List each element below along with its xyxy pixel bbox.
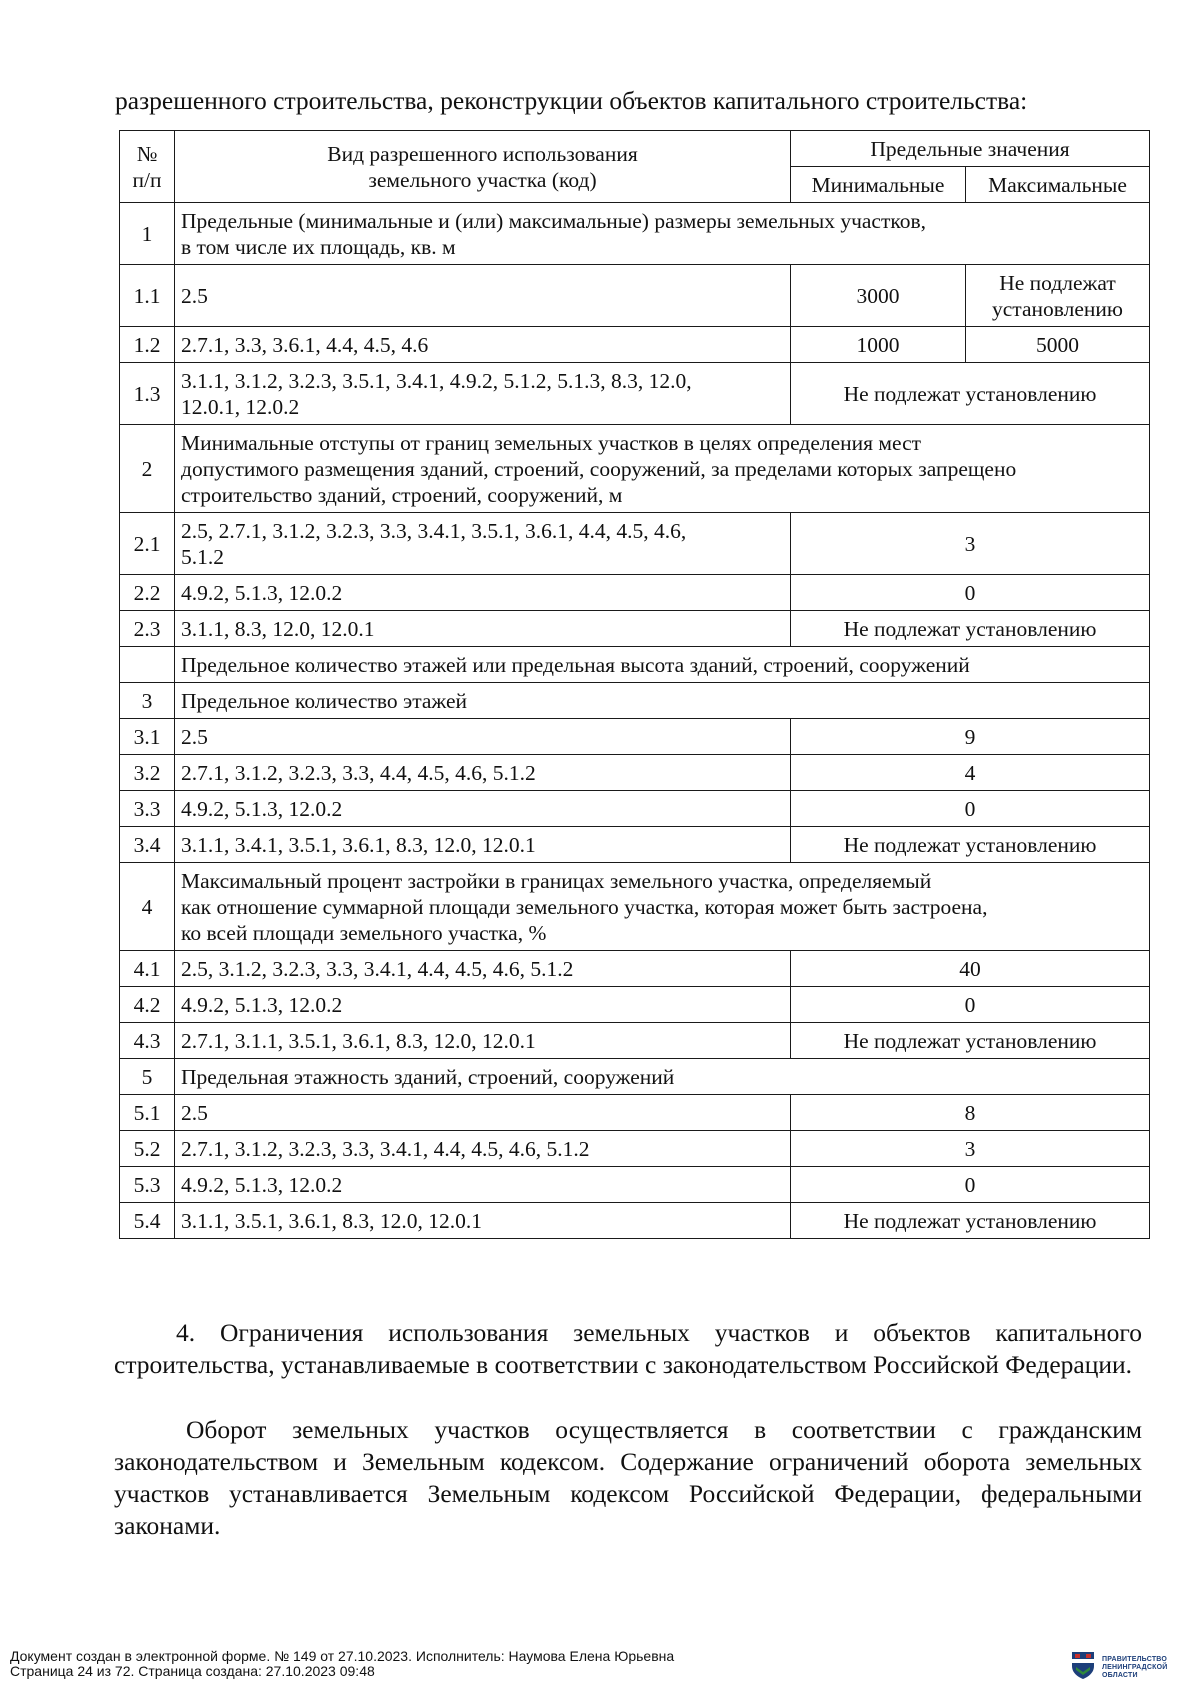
- logo-line-3: ОБЛАСТИ: [1102, 1671, 1138, 1679]
- table-row: [120, 425, 1150, 513]
- header-use-text: Вид разрешенного использования земельного участка (код): [327, 141, 638, 192]
- row-number: 2.1: [120, 513, 175, 575]
- table-row: [120, 1059, 1150, 1095]
- row-number: 5.1: [120, 1095, 175, 1131]
- row-number: 2: [120, 425, 175, 513]
- land-use-codes: 2.7.1, 3.1.2, 3.2.3, 3.3, 3.4.1, 4.4, 4.5, 4.6, 5.1.2: [175, 1131, 791, 1167]
- row-number: 5.2: [120, 1131, 175, 1167]
- limit-value: 3: [791, 1131, 1150, 1167]
- limit-value: 40: [791, 951, 1150, 987]
- table-row: [120, 1131, 1150, 1167]
- logo-line-1: ПРАВИТЕЛЬСТВО: [1102, 1655, 1168, 1663]
- table-row: [120, 791, 1150, 827]
- limit-value: Не подлежат установлению: [791, 611, 1150, 647]
- land-use-codes: 3.1.1, 3.4.1, 3.5.1, 3.6.1, 8.3, 12.0, 12.0.1: [175, 827, 791, 863]
- table-row: [120, 1203, 1150, 1239]
- land-use-codes: 3.1.1, 3.5.1, 3.6.1, 8.3, 12.0, 12.0.1: [175, 1203, 791, 1239]
- limit-value: Не подлежат установлению: [791, 1203, 1150, 1239]
- paragraph-restrictions: 4. Ограничения использования земельных участков и объектов капитального строительства, устанавливаемые в соответствии с законодательством Российской Федерации.: [114, 1318, 1142, 1379]
- row-number: 1: [120, 203, 175, 265]
- table-row: [120, 647, 1150, 683]
- land-use-codes: 2.5: [175, 719, 791, 755]
- land-use-codes: 4.9.2, 5.1.3, 12.0.2: [175, 987, 791, 1023]
- paragraph-circulation: Оборот земельных участков осуществляется в соответствии с гражданским законодательством и Земельным кодексом. Содержание ограничений оборота земельных участков устанавливается Земельным кодексом Российской Федерации, федеральными законами.: [114, 1415, 1142, 1540]
- limit-value: Не подлежат установлению: [791, 827, 1150, 863]
- max-value: Не подлежат установлению: [966, 265, 1150, 327]
- section-title: Минимальные отступы от границ земельных участков в целях определения мест допустимого размещения зданий, строений, сооружений, за пределами которых запрещено строительство зданий, строений, сооружений, м: [175, 425, 1150, 513]
- table-row: [120, 1095, 1150, 1131]
- header-num-text: № п/п: [132, 141, 162, 192]
- table-body: [120, 203, 1150, 1239]
- row-number: 3.3: [120, 791, 175, 827]
- table-row: [120, 265, 1150, 327]
- table-row: [120, 363, 1150, 425]
- row-number: 3: [120, 683, 175, 719]
- header-max: Максимальные: [966, 167, 1150, 203]
- regulations-table: [119, 130, 1150, 1239]
- logo-line-2: ЛЕНИНГРАДСКОЙ: [1102, 1663, 1168, 1671]
- header-min: Минимальные: [791, 167, 966, 203]
- land-use-codes: 2.7.1, 3.1.1, 3.5.1, 3.6.1, 8.3, 12.0, 12.0.1: [175, 1023, 791, 1059]
- row-number: 2.2: [120, 575, 175, 611]
- coat-of-arms-icon: [1070, 1650, 1096, 1685]
- section-title: Предельная этажность зданий, строений, сооружений: [175, 1059, 1150, 1095]
- logo-text: [1102, 1656, 1167, 1680]
- table-row: [120, 203, 1150, 265]
- row-number: 4: [120, 863, 175, 951]
- table-row: [120, 951, 1150, 987]
- max-value: 5000: [966, 327, 1150, 363]
- land-use-codes: 2.7.1, 3.1.2, 3.2.3, 3.3, 4.4, 4.5, 4.6, 5.1.2: [175, 755, 791, 791]
- limit-value: Не подлежат установлению: [791, 1023, 1150, 1059]
- land-use-codes: 2.5: [175, 265, 791, 327]
- footer-line-1: Документ создан в электронной форме. № 149 от 27.10.2023. Исполнитель: Наумова Елена Юрьевна: [10, 1648, 675, 1664]
- land-use-codes: 2.5: [175, 1095, 791, 1131]
- row-number: [120, 647, 175, 683]
- limit-value: 8: [791, 1095, 1150, 1131]
- land-use-codes: 2.7.1, 3.3, 3.6.1, 4.4, 4.5, 4.6: [175, 327, 791, 363]
- table-row: [120, 863, 1150, 951]
- row-number: 5: [120, 1059, 175, 1095]
- lead-line: разрешенного строительства, реконструкции объектов капитального строительства:: [115, 86, 1028, 115]
- row-number: 5.3: [120, 1167, 175, 1203]
- header-limits: Предельные значения: [791, 131, 1150, 167]
- row-number: 4.1: [120, 951, 175, 987]
- table-row: [120, 327, 1150, 363]
- section-title: Максимальный процент застройки в границах земельного участка, определяемый как отношение суммарной площади земельного участка, которая может быть застроена, ко всей площади земельного участка, %: [175, 863, 1150, 951]
- row-number: 2.3: [120, 611, 175, 647]
- row-number: 3.1: [120, 719, 175, 755]
- table-row: [120, 575, 1150, 611]
- table-row: [120, 611, 1150, 647]
- section-title: Предельные (минимальные и (или) максимальные) размеры земельных участков, в том числе их площадь, кв. м: [175, 203, 1150, 265]
- land-use-codes: 4.9.2, 5.1.3, 12.0.2: [175, 575, 791, 611]
- section-title: Предельное количество этажей: [175, 683, 1150, 719]
- limit-value: 9: [791, 719, 1150, 755]
- limit-value: 0: [791, 791, 1150, 827]
- header-num: [120, 131, 175, 203]
- header-use: [175, 131, 791, 203]
- land-use-codes: 4.9.2, 5.1.3, 12.0.2: [175, 1167, 791, 1203]
- land-use-codes: 3.1.1, 8.3, 12.0, 12.0.1: [175, 611, 791, 647]
- table-row: [120, 683, 1150, 719]
- land-use-codes: 3.1.1, 3.1.2, 3.2.3, 3.5.1, 3.4.1, 4.9.2, 5.1.2, 5.1.3, 8.3, 12.0, 12.0.1, 12.0.2: [175, 363, 791, 425]
- limit-value: 0: [791, 575, 1150, 611]
- row-number: 1.3: [120, 363, 175, 425]
- land-use-codes: 2.5, 3.1.2, 3.2.3, 3.3, 3.4.1, 4.4, 4.5, 4.6, 5.1.2: [175, 951, 791, 987]
- min-value: 1000: [791, 327, 966, 363]
- row-number: 1.2: [120, 327, 175, 363]
- land-use-codes: 4.9.2, 5.1.3, 12.0.2: [175, 791, 791, 827]
- row-number: 3.2: [120, 755, 175, 791]
- table-row: [120, 719, 1150, 755]
- row-number: 5.4: [120, 1203, 175, 1239]
- table-row: [120, 1167, 1150, 1203]
- section-title: Предельное количество этажей или предельная высота зданий, строений, сооружений: [175, 647, 1150, 683]
- row-number: 1.1: [120, 265, 175, 327]
- table-row: [120, 755, 1150, 791]
- table-row: [120, 987, 1150, 1023]
- document-footer: [10, 1649, 674, 1679]
- government-logo: [1070, 1650, 1167, 1685]
- limit-value: 4: [791, 755, 1150, 791]
- footer-line-2: Страница 24 из 72. Страница создана: 27.10.2023 09:48: [10, 1663, 375, 1679]
- land-use-codes: 2.5, 2.7.1, 3.1.2, 3.2.3, 3.3, 3.4.1, 3.5.1, 3.6.1, 4.4, 4.5, 4.6, 5.1.2: [175, 513, 791, 575]
- limit-value: Не подлежат установлению: [791, 363, 1150, 425]
- row-number: 3.4: [120, 827, 175, 863]
- limit-value: 0: [791, 987, 1150, 1023]
- table-row: [120, 827, 1150, 863]
- min-value: 3000: [791, 265, 966, 327]
- limit-value: 3: [791, 513, 1150, 575]
- table-row: [120, 1023, 1150, 1059]
- row-number: 4.2: [120, 987, 175, 1023]
- table-row: [120, 513, 1150, 575]
- limit-value: 0: [791, 1167, 1150, 1203]
- row-number: 4.3: [120, 1023, 175, 1059]
